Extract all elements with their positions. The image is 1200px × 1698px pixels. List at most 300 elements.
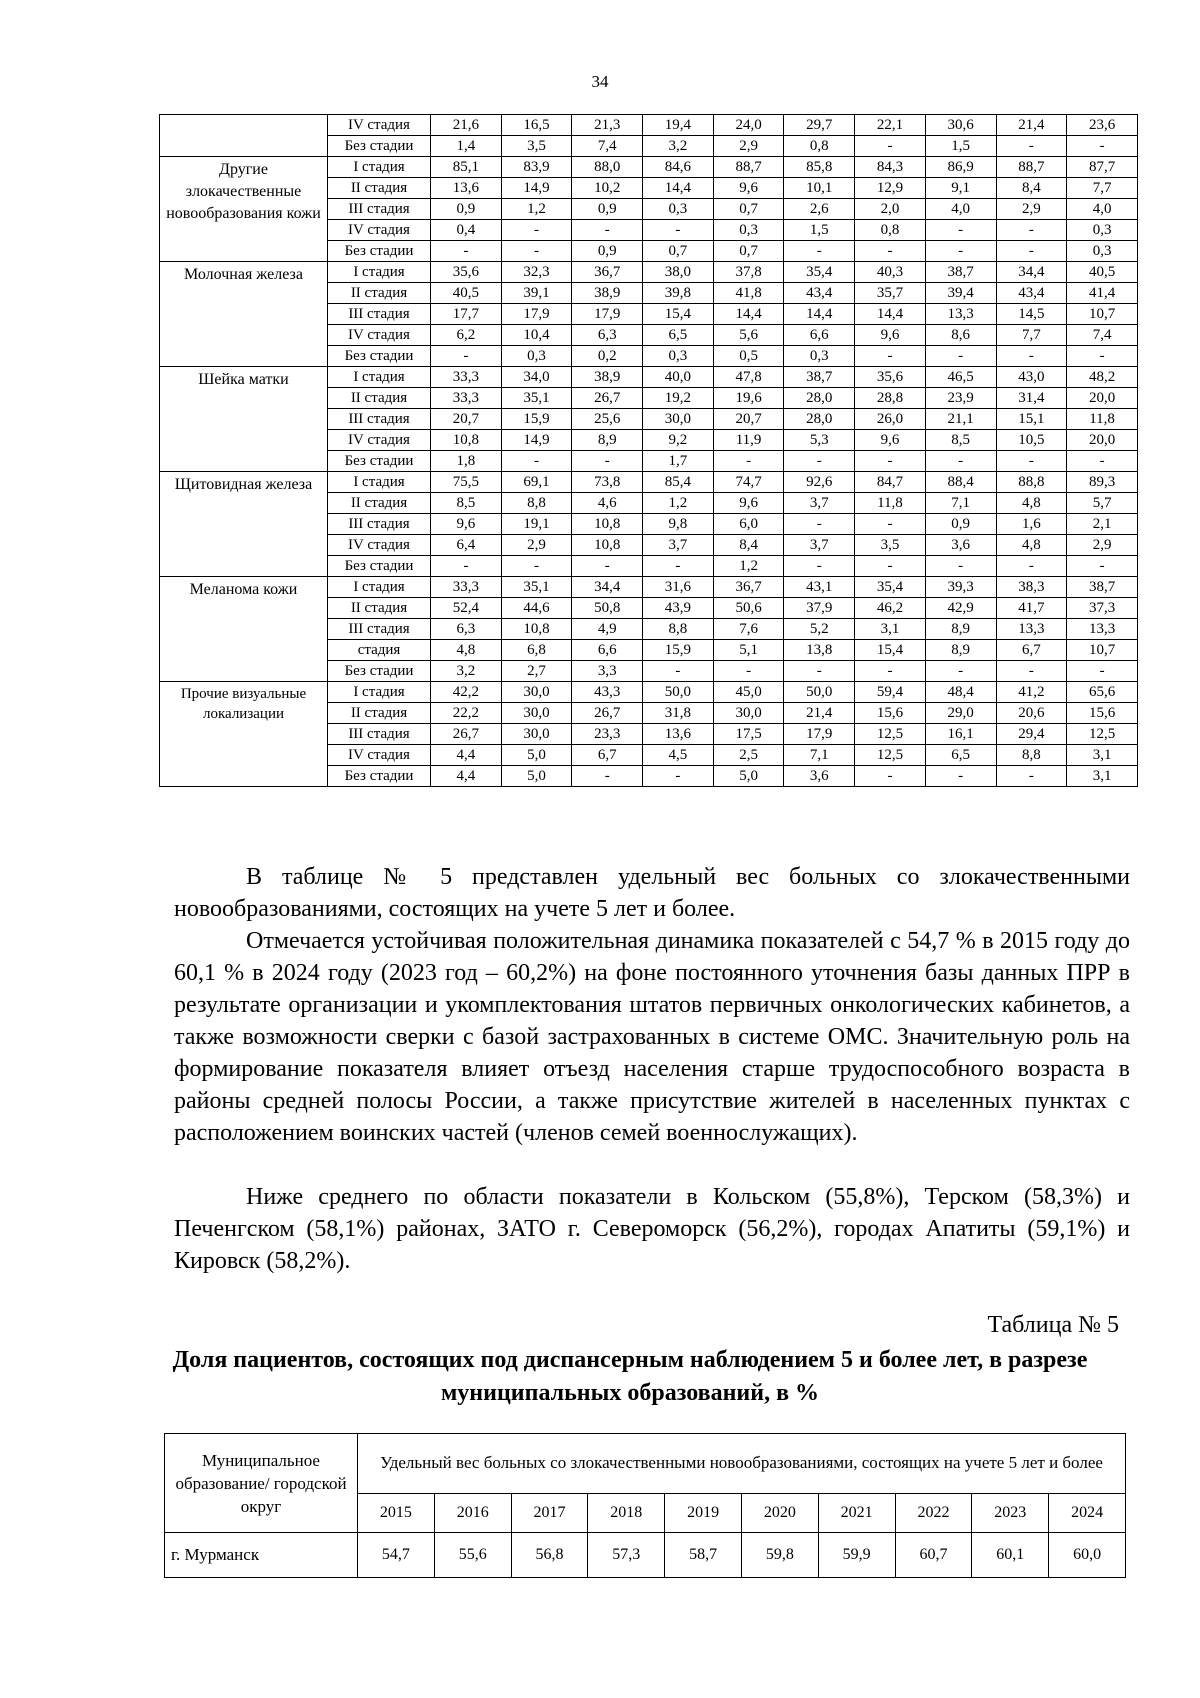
value-cell: 4,8 [996, 493, 1067, 514]
value-cell: 41,2 [996, 682, 1067, 703]
value-cell: 19,2 [643, 388, 714, 409]
value-cell: 1,4 [431, 136, 502, 157]
value-cell: 73,8 [572, 472, 643, 493]
value-cell: - [925, 661, 996, 682]
value-cell: 38,7 [1067, 577, 1138, 598]
value-cell: 12,9 [855, 178, 926, 199]
value-cell: 40,5 [1067, 262, 1138, 283]
value-cell: 1,2 [643, 493, 714, 514]
table-row [160, 367, 1138, 388]
value-cell: 2,5 [713, 745, 784, 766]
value-cell: 17,9 [572, 304, 643, 325]
value-cell: 39,4 [925, 283, 996, 304]
value-cell: 3,2 [431, 661, 502, 682]
location-cell: Другие злокачественные новообразования кожи [160, 157, 328, 262]
value-cell: 31,4 [996, 388, 1067, 409]
page-number: 34 [591, 72, 609, 91]
stage-cell: III стадия [328, 514, 431, 535]
value-cell: 13,6 [431, 178, 502, 199]
value-cell: - [855, 556, 926, 577]
value-cell: 24,0 [713, 115, 784, 136]
value-cell: 13,8 [784, 640, 855, 661]
value-cell: 22,1 [855, 115, 926, 136]
value-cell: 39,1 [501, 283, 572, 304]
value-cell: 0,3 [643, 346, 714, 367]
value-cell: 8,6 [925, 325, 996, 346]
value-cell: 10,7 [1067, 640, 1138, 661]
value-cell: 4,0 [1067, 199, 1138, 220]
value-cell: 38,7 [784, 367, 855, 388]
value-cell: - [501, 556, 572, 577]
stage-cell: IV стадия [328, 745, 431, 766]
value-cell: 6,6 [572, 640, 643, 661]
stage-cell: Без стадии [328, 556, 431, 577]
stage-cell: IV стадия [328, 220, 431, 241]
value-cell: 41,8 [713, 283, 784, 304]
value-cell: 21,3 [572, 115, 643, 136]
value-cell: 0,8 [784, 136, 855, 157]
value-cell: 21,4 [784, 703, 855, 724]
paragraph-table5-intro [174, 861, 1130, 925]
value-cell: 38,0 [643, 262, 714, 283]
stage-cell: III стадия [328, 724, 431, 745]
value-cell: 84,7 [855, 472, 926, 493]
value-cell: 5,6 [713, 325, 784, 346]
value-cell: 6,5 [925, 745, 996, 766]
value-cell: - [855, 241, 926, 262]
value-cell: 65,6 [1067, 682, 1138, 703]
value-cell: 6,0 [713, 514, 784, 535]
value-cell: 4,6 [572, 493, 643, 514]
stage-cell: Без стадии [328, 661, 431, 682]
value-cell: - [784, 661, 855, 682]
stage-cell: II стадия [328, 598, 431, 619]
value-cell: 56,8 [511, 1533, 588, 1578]
value-cell: 8,9 [925, 619, 996, 640]
value-cell: - [996, 661, 1067, 682]
location-cell [160, 115, 328, 157]
header-municipality: Муниципальное образование/ городской округ [165, 1434, 358, 1533]
value-cell: 42,2 [431, 682, 502, 703]
paragraph-text: В таблице № 5 представлен удельный вес больных со злокачественными новообразованиями, состоящих на учете 5 лет и более. [174, 864, 1130, 922]
value-cell: 7,4 [572, 136, 643, 157]
value-cell: 10,7 [1067, 304, 1138, 325]
value-cell: 9,6 [713, 493, 784, 514]
value-cell: 1,5 [784, 220, 855, 241]
value-cell: 7,7 [996, 325, 1067, 346]
value-cell: 29,7 [784, 115, 855, 136]
value-cell: 5,0 [713, 766, 784, 787]
year-header: 2018 [588, 1493, 665, 1532]
value-cell: 37,9 [784, 598, 855, 619]
value-cell: 2,9 [1067, 535, 1138, 556]
value-cell: 28,0 [784, 388, 855, 409]
value-cell: 12,5 [855, 724, 926, 745]
value-cell: - [855, 136, 926, 157]
value-cell: 8,4 [713, 535, 784, 556]
value-cell: - [855, 766, 926, 787]
value-cell: 9,6 [431, 514, 502, 535]
value-cell: 5,2 [784, 619, 855, 640]
value-cell: - [925, 346, 996, 367]
value-cell: 58,7 [665, 1533, 742, 1578]
value-cell: 8,8 [501, 493, 572, 514]
value-cell: 3,6 [925, 535, 996, 556]
value-cell: 9,6 [855, 430, 926, 451]
value-cell: 36,7 [572, 262, 643, 283]
value-cell: 59,4 [855, 682, 926, 703]
value-cell: 13,6 [643, 724, 714, 745]
value-cell: 4,0 [925, 199, 996, 220]
value-cell: 46,2 [855, 598, 926, 619]
table-row [165, 1533, 1126, 1578]
value-cell: 23,6 [1067, 115, 1138, 136]
stage-cell: III стадия [328, 619, 431, 640]
value-cell: 1,8 [431, 451, 502, 472]
value-cell: 10,8 [501, 619, 572, 640]
value-cell: 40,5 [431, 283, 502, 304]
value-cell: 3,6 [784, 766, 855, 787]
value-cell: - [996, 451, 1067, 472]
value-cell: 1,7 [643, 451, 714, 472]
value-cell: 38,7 [925, 262, 996, 283]
stage-cell: I стадия [328, 577, 431, 598]
stage-cell: III стадия [328, 304, 431, 325]
value-cell: 3,3 [572, 661, 643, 682]
value-cell: 7,1 [925, 493, 996, 514]
value-cell: - [996, 136, 1067, 157]
value-cell: 1,6 [996, 514, 1067, 535]
value-cell: 43,3 [572, 682, 643, 703]
value-cell: - [784, 241, 855, 262]
value-cell: 0,9 [431, 199, 502, 220]
value-cell: - [643, 556, 714, 577]
value-cell: 60,0 [1049, 1533, 1126, 1578]
value-cell: 31,6 [643, 577, 714, 598]
paragraph-below-average [174, 1181, 1130, 1277]
value-cell: 17,9 [501, 304, 572, 325]
value-cell: 17,7 [431, 304, 502, 325]
year-header: 2023 [972, 1493, 1049, 1532]
table-row [160, 472, 1138, 493]
value-cell: 54,7 [358, 1533, 435, 1578]
value-cell: 10,8 [431, 430, 502, 451]
value-cell: - [1067, 346, 1138, 367]
value-cell: 29,0 [925, 703, 996, 724]
value-cell: - [996, 766, 1067, 787]
value-cell: 3,5 [501, 136, 572, 157]
paragraph-text: Отмечается устойчивая положительная динамика показателей с 54,7 % в 2015 году до 60,1 % в 2024 году (2023 год – 60,2%) на фоне постоянного уточнения базы данных ПРР в результате организации и укомплектования штатов первичных онкологических кабинетов, а также возможности сверки с базой застрахованных в системе ОМС. Значительную роль на формирование показателя влияет отъезд населения старше трудоспособного возраста в районы средней полосы России, а также присутствие жителей в населенных пунктах с расположением воинских частей (членов семей военнослужащих). [174, 928, 1130, 1146]
value-cell: - [925, 451, 996, 472]
value-cell: 19,6 [713, 388, 784, 409]
value-cell: 16,5 [501, 115, 572, 136]
value-cell: 37,3 [1067, 598, 1138, 619]
value-cell: 8,8 [996, 745, 1067, 766]
value-cell: 0,3 [1067, 241, 1138, 262]
value-cell: 5,0 [501, 766, 572, 787]
stage-cell: I стадия [328, 682, 431, 703]
value-cell: 0,9 [925, 514, 996, 535]
value-cell: 20,6 [996, 703, 1067, 724]
value-cell: 29,4 [996, 724, 1067, 745]
value-cell: 31,8 [643, 703, 714, 724]
value-cell: 43,1 [784, 577, 855, 598]
value-cell: - [855, 451, 926, 472]
value-cell: 2,1 [1067, 514, 1138, 535]
year-header: 2016 [434, 1493, 511, 1532]
value-cell: - [855, 514, 926, 535]
value-cell: 3,5 [855, 535, 926, 556]
value-cell: 39,8 [643, 283, 714, 304]
value-cell: 8,8 [643, 619, 714, 640]
value-cell: 14,4 [784, 304, 855, 325]
value-cell: 28,0 [784, 409, 855, 430]
value-cell: 15,6 [855, 703, 926, 724]
header-caption: Удельный вес больных со злокачественными новообразованиями, состоящих на учете 5 лет и более [358, 1434, 1126, 1494]
value-cell: 88,4 [925, 472, 996, 493]
location-cell: Шейка матки [160, 367, 328, 472]
value-cell: 33,3 [431, 577, 502, 598]
value-cell: 1,5 [925, 136, 996, 157]
value-cell: 43,4 [784, 283, 855, 304]
table-row [160, 577, 1138, 598]
value-cell: - [431, 346, 502, 367]
value-cell: 88,7 [996, 157, 1067, 178]
value-cell: 6,3 [572, 325, 643, 346]
value-cell: - [713, 451, 784, 472]
value-cell: - [643, 220, 714, 241]
value-cell: 30,0 [643, 409, 714, 430]
value-cell: - [996, 346, 1067, 367]
value-cell: 19,1 [501, 514, 572, 535]
stage-cell: III стадия [328, 409, 431, 430]
value-cell: 8,9 [925, 640, 996, 661]
value-cell: 55,6 [434, 1533, 511, 1578]
value-cell: 35,4 [855, 577, 926, 598]
value-cell: 38,9 [572, 283, 643, 304]
value-cell: - [501, 241, 572, 262]
value-cell: - [431, 556, 502, 577]
value-cell: 59,8 [741, 1533, 818, 1578]
value-cell: 5,7 [1067, 493, 1138, 514]
value-cell: 9,6 [855, 325, 926, 346]
value-cell: 50,0 [784, 682, 855, 703]
value-cell: 16,1 [925, 724, 996, 745]
value-cell: 14,9 [501, 430, 572, 451]
value-cell: - [1067, 136, 1138, 157]
value-cell: 4,9 [572, 619, 643, 640]
year-header: 2021 [818, 1493, 895, 1532]
value-cell: 1,2 [713, 556, 784, 577]
value-cell: 17,5 [713, 724, 784, 745]
value-cell: 35,6 [431, 262, 502, 283]
value-cell: 48,4 [925, 682, 996, 703]
value-cell: 4,5 [643, 745, 714, 766]
value-cell: 9,8 [643, 514, 714, 535]
value-cell: - [643, 766, 714, 787]
value-cell: 0,2 [572, 346, 643, 367]
value-cell: 6,7 [572, 745, 643, 766]
value-cell: 34,0 [501, 367, 572, 388]
value-cell: 26,7 [572, 388, 643, 409]
year-header: 2017 [511, 1493, 588, 1532]
value-cell: - [855, 661, 926, 682]
value-cell: 14,4 [643, 178, 714, 199]
location-cell: Молочная железа [160, 262, 328, 367]
value-cell: 8,4 [996, 178, 1067, 199]
year-header: 2020 [741, 1493, 818, 1532]
value-cell: 48,2 [1067, 367, 1138, 388]
value-cell: 3,1 [1067, 745, 1138, 766]
table-row [160, 157, 1138, 178]
table-label: Таблица № 5 [987, 1312, 1119, 1338]
value-cell: 36,7 [713, 577, 784, 598]
value-cell: 7,7 [1067, 178, 1138, 199]
value-cell: 15,4 [855, 640, 926, 661]
value-cell: 88,8 [996, 472, 1067, 493]
value-cell: 84,3 [855, 157, 926, 178]
value-cell: 10,5 [996, 430, 1067, 451]
value-cell: 22,2 [431, 703, 502, 724]
value-cell: 6,7 [996, 640, 1067, 661]
value-cell: - [572, 556, 643, 577]
value-cell: 8,9 [572, 430, 643, 451]
stage-cell: III стадия [328, 199, 431, 220]
value-cell: 43,9 [643, 598, 714, 619]
value-cell: 25,6 [572, 409, 643, 430]
value-cell: 23,3 [572, 724, 643, 745]
value-cell: - [996, 556, 1067, 577]
value-cell: 40,3 [855, 262, 926, 283]
value-cell: 12,5 [855, 745, 926, 766]
value-cell: 6,5 [643, 325, 714, 346]
value-cell: 11,9 [713, 430, 784, 451]
value-cell: 6,3 [431, 619, 502, 640]
value-cell: 35,4 [784, 262, 855, 283]
value-cell: 52,4 [431, 598, 502, 619]
value-cell: 87,7 [1067, 157, 1138, 178]
stage-cell: Без стадии [328, 346, 431, 367]
value-cell: 15,9 [501, 409, 572, 430]
value-cell: 3,7 [784, 535, 855, 556]
value-cell: 21,1 [925, 409, 996, 430]
value-cell: 83,9 [501, 157, 572, 178]
value-cell: 34,4 [572, 577, 643, 598]
value-cell: 20,0 [1067, 388, 1138, 409]
value-cell: 4,4 [431, 766, 502, 787]
value-cell: 0,5 [713, 346, 784, 367]
value-cell: 6,6 [784, 325, 855, 346]
stage-cell: II стадия [328, 703, 431, 724]
stage-cell: IV стадия [328, 115, 431, 136]
year-header: 2015 [358, 1493, 435, 1532]
value-cell: - [1067, 661, 1138, 682]
value-cell: 10,8 [572, 535, 643, 556]
value-cell: 46,5 [925, 367, 996, 388]
value-cell: 41,4 [1067, 283, 1138, 304]
value-cell: 5,1 [713, 640, 784, 661]
value-cell: 9,6 [713, 178, 784, 199]
value-cell: - [925, 220, 996, 241]
table-row [160, 682, 1138, 703]
value-cell: 3,2 [643, 136, 714, 157]
municipality-name: г. Мурманск [165, 1533, 358, 1578]
value-cell: 26,7 [572, 703, 643, 724]
value-cell: 15,9 [643, 640, 714, 661]
value-cell: 0,3 [784, 346, 855, 367]
value-cell: - [713, 661, 784, 682]
value-cell: - [996, 241, 1067, 262]
value-cell: 0,3 [1067, 220, 1138, 241]
table-row [160, 262, 1138, 283]
value-cell: 15,4 [643, 304, 714, 325]
value-cell: 45,0 [713, 682, 784, 703]
value-cell: 50,8 [572, 598, 643, 619]
value-cell: 20,0 [1067, 430, 1138, 451]
location-cell: Щитовидная железа [160, 472, 328, 577]
value-cell: 88,0 [572, 157, 643, 178]
value-cell: 14,5 [996, 304, 1067, 325]
value-cell: 11,8 [1067, 409, 1138, 430]
value-cell: 4,4 [431, 745, 502, 766]
value-cell: 35,7 [855, 283, 926, 304]
value-cell: 88,7 [713, 157, 784, 178]
stage-cell: I стадия [328, 157, 431, 178]
value-cell: 23,9 [925, 388, 996, 409]
value-cell: 14,4 [713, 304, 784, 325]
location-cell: Меланома кожи [160, 577, 328, 682]
value-cell: 0,3 [643, 199, 714, 220]
value-cell: - [996, 220, 1067, 241]
value-cell: 14,9 [501, 178, 572, 199]
value-cell: 60,1 [972, 1533, 1049, 1578]
value-cell: 0,3 [501, 346, 572, 367]
value-cell: 13,3 [1067, 619, 1138, 640]
value-cell: 6,2 [431, 325, 502, 346]
value-cell: 69,1 [501, 472, 572, 493]
value-cell: 30,0 [501, 703, 572, 724]
value-cell: 2,9 [501, 535, 572, 556]
value-cell: 10,8 [572, 514, 643, 535]
value-cell: 42,9 [925, 598, 996, 619]
value-cell: 4,8 [996, 535, 1067, 556]
value-cell: - [1067, 451, 1138, 472]
table-title: Доля пациентов, состоящих под диспансерным наблюдением 5 и более лет, в разрезе муниципальных образований, в % [172, 1347, 1088, 1406]
value-cell: 28,8 [855, 388, 926, 409]
value-cell: 85,4 [643, 472, 714, 493]
value-cell: 30,6 [925, 115, 996, 136]
value-cell: - [501, 220, 572, 241]
stage-cell: Без стадии [328, 241, 431, 262]
value-cell: 26,7 [431, 724, 502, 745]
value-cell: 30,0 [713, 703, 784, 724]
value-cell: 2,0 [855, 199, 926, 220]
stage-cell: IV стадия [328, 325, 431, 346]
value-cell: 0,7 [643, 241, 714, 262]
value-cell: 41,7 [996, 598, 1067, 619]
stage-cell: IV стадия [328, 535, 431, 556]
value-cell: 2,9 [996, 199, 1067, 220]
value-cell: - [784, 556, 855, 577]
value-cell: - [925, 766, 996, 787]
value-cell: 85,8 [784, 157, 855, 178]
value-cell: 50,0 [643, 682, 714, 703]
value-cell: 2,9 [713, 136, 784, 157]
value-cell: 0,3 [713, 220, 784, 241]
value-cell: 43,0 [996, 367, 1067, 388]
municipal-table [164, 1433, 1126, 1578]
value-cell: 35,1 [501, 577, 572, 598]
